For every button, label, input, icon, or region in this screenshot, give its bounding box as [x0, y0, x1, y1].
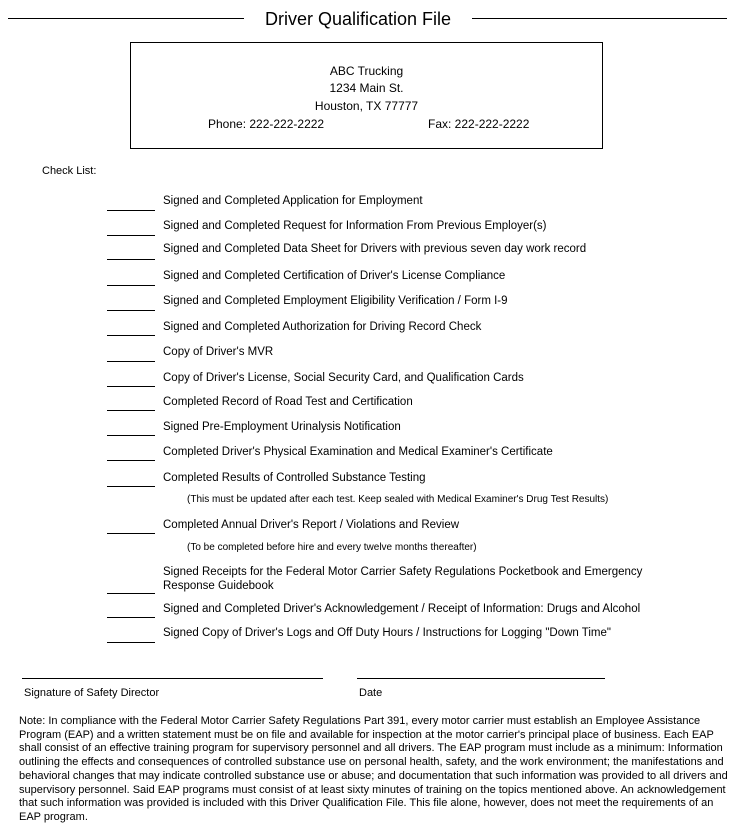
checklist-item: Signed and Completed Certification of Driver's License Compliance	[163, 270, 506, 282]
checklist-item: Signed and Completed Driver's Acknowledgement / Receipt of Information: Drugs and Alcohol	[163, 603, 641, 615]
checklist-blank[interactable]	[107, 533, 155, 534]
checklist-blank[interactable]	[107, 617, 155, 618]
checklist-label: Check List:	[42, 165, 97, 177]
checklist-blank[interactable]	[107, 310, 155, 311]
title-rule-left	[8, 18, 244, 19]
eap-note: Note: In compliance with the Federal Motor Carrier Safety Regulations Part 391, every motor carrier must establish an Employee Assistance Program (EAP) and a written statement must be on file and available for inspection at the motor carrier's principal place of business. Each EAP shall consist of an effective training program for supervisory personnel and all drivers. The EAP program must include as a minimum: Information outlining the effects and consequences of controlled substance use on personal health, safety, and the work environment; the manifestations and behavioral changes that may indicate controlled substance use or abuse; and documentation that such information was provided to all drivers and supervisory personnel. Said EAP programs must consist of at least sixty minutes of training on the topics mentioned above. An acknowledgement that such information was provided is included with this Driver Qualification File. This file alone, however, does not meet the requirements of an EAP program.	[19, 715, 728, 823]
checklist-blank[interactable]	[107, 361, 155, 362]
checklist-item: Completed Annual Driver's Report / Violations and Review	[163, 519, 460, 531]
title-rule-right	[472, 18, 727, 19]
company-phone: Phone: 222-222-2222	[208, 117, 325, 131]
page-title: Driver Qualification File	[264, 9, 452, 29]
checklist-item: Copy of Driver's MVR	[163, 346, 274, 358]
checklist-item: Completed Driver's Physical Examination and Medical Examiner's Certificate	[163, 446, 553, 458]
checklist-blank[interactable]	[107, 435, 155, 436]
checklist-item: Signed Pre-Employment Urinalysis Notification	[163, 421, 401, 433]
checklist-blank[interactable]	[107, 460, 155, 461]
date-label: Date	[359, 687, 383, 699]
checklist-item: Signed and Completed Data Sheet for Drivers with previous seven day work record	[163, 243, 587, 255]
checklist-blank[interactable]	[107, 410, 155, 411]
checklist-item: Signed and Completed Application for Employment	[163, 195, 423, 207]
checklist-blank[interactable]	[107, 642, 155, 643]
checklist-item-note: (To be completed before hire and every twelve months thereafter)	[187, 542, 477, 553]
checklist-blank[interactable]	[107, 386, 155, 387]
checklist-item: Copy of Driver's License, Social Security Card, and Qualification Cards	[163, 372, 524, 384]
checklist-item: Signed Copy of Driver's Logs and Off Duty Hours / Instructions for Logging "Down Time"	[163, 627, 611, 639]
company-name: ABC Trucking	[329, 64, 404, 78]
date-line[interactable]	[357, 678, 605, 679]
checklist-item: Completed Results of Controlled Substance Testing	[163, 472, 426, 484]
checklist-item: Signed and Completed Employment Eligibility Verification / Form I-9	[163, 295, 508, 307]
signature-line[interactable]	[22, 678, 323, 679]
company-fax: Fax: 222-222-2222	[428, 117, 530, 131]
checklist-item-note: (This must be updated after each test. Keep sealed with Medical Examiner's Drug Test Results)	[187, 494, 609, 505]
checklist-item: Signed Receipts for the Federal Motor Carrier Safety Regulations Pocketbook and Emergency Response Guidebook	[163, 566, 643, 592]
checklist-item: Signed and Completed Authorization for Driving Record Check	[163, 321, 482, 333]
signature-label: Signature of Safety Director	[24, 687, 160, 699]
checklist-blank[interactable]	[107, 335, 155, 336]
company-info-box	[130, 42, 603, 149]
checklist-blank[interactable]	[107, 210, 155, 211]
checklist-blank[interactable]	[107, 259, 155, 260]
checklist-blank[interactable]	[107, 486, 155, 487]
company-city-state-zip: Houston, TX 77777	[314, 99, 419, 113]
checklist-item: Completed Record of Road Test and Certification	[163, 396, 413, 408]
checklist-blank[interactable]	[107, 593, 155, 594]
company-street: 1234 Main St.	[329, 81, 404, 95]
checklist-blank[interactable]	[107, 235, 155, 236]
checklist-blank[interactable]	[107, 285, 155, 286]
checklist-item: Signed and Completed Request for Information From Previous Employer(s)	[163, 220, 547, 232]
